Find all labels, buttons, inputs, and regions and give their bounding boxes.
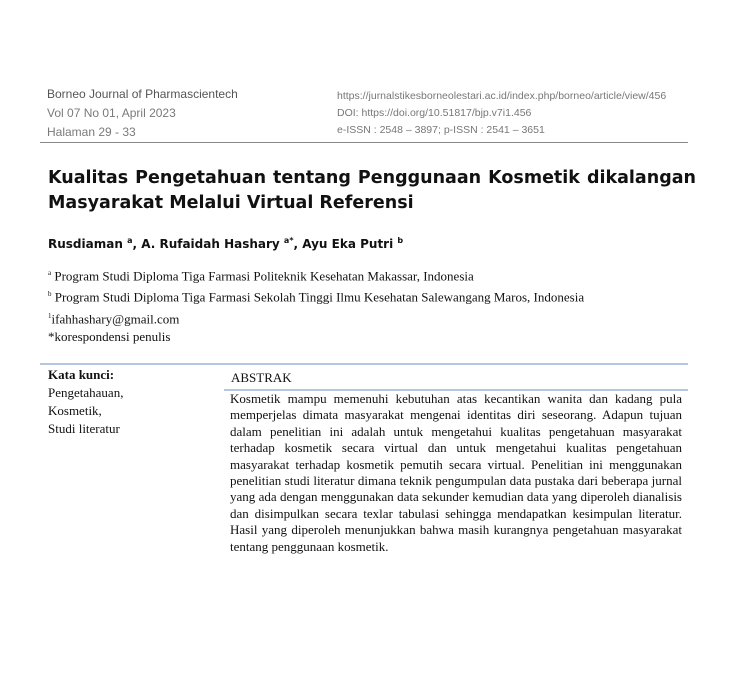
issn: e-ISSN : 2548 – 3897; p-ISSN : 2541 – 3651 bbox=[337, 124, 545, 136]
author-name: Rusdiaman bbox=[48, 237, 128, 251]
correspondence-text: *korespondensi penulis bbox=[48, 328, 171, 344]
author-list bbox=[48, 236, 403, 251]
keywords bbox=[48, 366, 123, 438]
abstract-text: Kosmetik mampu memenuhi kebutuhan atas kecantikan wanita dan kadang pula memperjelas dimata masyarakat mengenai identitas diri seseorang. Adapun tujuan dalam penelitian ini adalah untuk mengetahui kualitas pengetahuan masyarakat terhadap kosmetik secara virtual dan untuk mengetahui kualitas pengetahuan masyarakat terhadap kosmetik pemutih secara virtual. Penelitian ini menggunakan penelitian studi literatur dimana teknik pengumpulan data pustaka dari beberapa jurnal yang ada dengan menggunakan data sekunder kemudian data yang diperoleh dianalisis dan disimpulkan secara texlar tabulasi sehingga mendapatkan kesimpulan literatur. Hasil yang diperoleh menunjukkan bahwa masih kurangnya pengetahuan masyarakat tentang penggunaan kosmetik. bbox=[230, 391, 682, 554]
affiliation-text: Program Studi Diploma Tiga Farmasi Sekolah Tinggi Ilmu Kesehatan Salewangang Maros, Indonesia bbox=[51, 289, 585, 305]
article-identifiers bbox=[337, 88, 666, 139]
article-url[interactable]: https://jurnalstikesborneolestari.ac.id/index.php/borneo/article/view/456 bbox=[337, 90, 667, 102]
journal-info bbox=[47, 85, 238, 142]
keyword: Kosmetik, bbox=[48, 403, 102, 418]
affiliation-text: Program Studi Diploma Tiga Farmasi Politeknik Kesehatan Makassar, Indonesia bbox=[51, 268, 474, 284]
author-name: , A. Rufaidah Hashary bbox=[132, 237, 284, 251]
email-mark: 1 bbox=[48, 311, 52, 320]
volume-info: Vol 07 No 01, April 2023 bbox=[47, 106, 176, 120]
author-affiliation-mark: a bbox=[127, 236, 133, 245]
affiliation bbox=[48, 264, 584, 285]
keyword: Studi literatur bbox=[48, 421, 120, 436]
affiliation-mark: a bbox=[48, 269, 52, 277]
keyword: Pengetahauan, bbox=[48, 385, 124, 400]
author-name: , Ayu Eka Putri bbox=[293, 237, 398, 251]
keywords-label: Kata kunci: bbox=[48, 367, 115, 382]
email bbox=[48, 307, 584, 328]
affiliations bbox=[48, 264, 584, 346]
paper-title: Kualitas Pengetahuan tentang Penggunaan Kosmetik dikalangan Masyarakat Melalui Virtual Referensi bbox=[48, 168, 696, 213]
abstract-heading: ABSTRAK bbox=[231, 370, 292, 385]
journal-name: Borneo Journal of Pharmascientech bbox=[47, 87, 238, 101]
affiliation bbox=[48, 285, 584, 306]
affiliation-mark: b bbox=[48, 290, 52, 299]
page-range: Halaman 29 - 33 bbox=[47, 125, 136, 139]
section-divider bbox=[40, 363, 688, 365]
header-divider bbox=[40, 142, 688, 143]
author-affiliation-mark: b bbox=[397, 236, 404, 245]
doi[interactable]: DOI: https://doi.org/10.51817/bjp.v7i1.456 bbox=[337, 107, 532, 119]
correspondence-note bbox=[48, 328, 584, 346]
author-affiliation-mark: a* bbox=[283, 236, 294, 245]
email-text: ifahhashary@gmail.com bbox=[51, 310, 180, 326]
